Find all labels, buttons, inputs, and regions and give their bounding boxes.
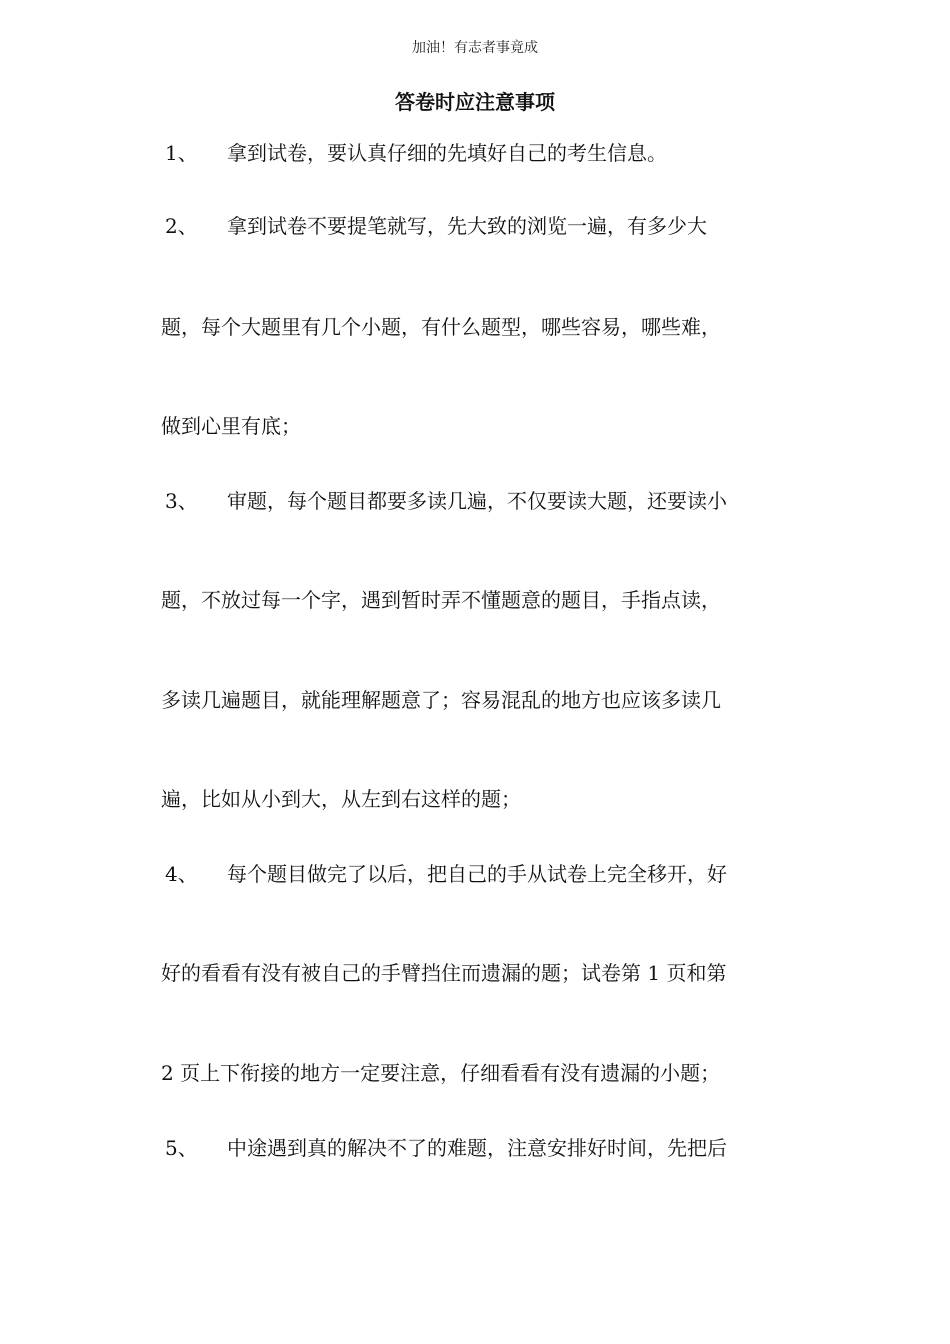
page-header-motto: 加油！有志者事竟成 [412, 40, 538, 56]
list-item-3-line-1 [161, 487, 727, 515]
item-number: 2、 [165, 214, 198, 238]
list-item-2-line-2: 题，每个大题里有几个小题，有什么题型，哪些容易，哪些难， [161, 315, 721, 339]
item-number: 5、 [165, 1136, 198, 1160]
page-title: 答卷时应注意事项 [395, 90, 555, 114]
list-item-3-line-4: 遍，比如从小到大，从左到右这样的题； [161, 787, 521, 811]
list-item-3-line-3: 多读几遍题目，就能理解题意了；容易混乱的地方也应该多读几 [161, 688, 721, 712]
list-item-3-line-2: 题，不放过每一个字，遇到暂时弄不懂题意的题目，手指点读， [161, 588, 721, 612]
list-item-2-line-1 [161, 212, 707, 240]
item-text: 中途遇到真的解决不了的难题，注意安排好时间，先把后 [227, 1136, 727, 1160]
item-number: 1、 [165, 141, 198, 165]
list-item-4-line-3: 2 页上下衔接的地方一定要注意，仔细看看有没有遗漏的小题； [161, 1061, 721, 1085]
item-text: 每个题目做完了以后，把自己的手从试卷上完全移开，好 [227, 862, 727, 886]
list-item-2-line-3: 做到心里有底； [161, 414, 301, 438]
list-item-5-line-1 [161, 1134, 727, 1162]
item-text: 拿到试卷不要提笔就写，先大致的浏览一遍，有多少大 [227, 214, 707, 238]
list-item-1-line-1 [161, 139, 667, 167]
item-text: 拿到试卷，要认真仔细的先填好自己的考生信息。 [227, 141, 667, 165]
item-number: 3、 [165, 489, 198, 513]
list-item-4-line-1 [161, 860, 727, 888]
item-text: 审题，每个题目都要多读几遍，不仅要读大题，还要读小 [227, 489, 727, 513]
list-item-4-line-2: 好的看看有没有被自己的手臂挡住而遗漏的题；试卷第 1 页和第 [161, 961, 727, 985]
item-number: 4、 [165, 862, 198, 886]
